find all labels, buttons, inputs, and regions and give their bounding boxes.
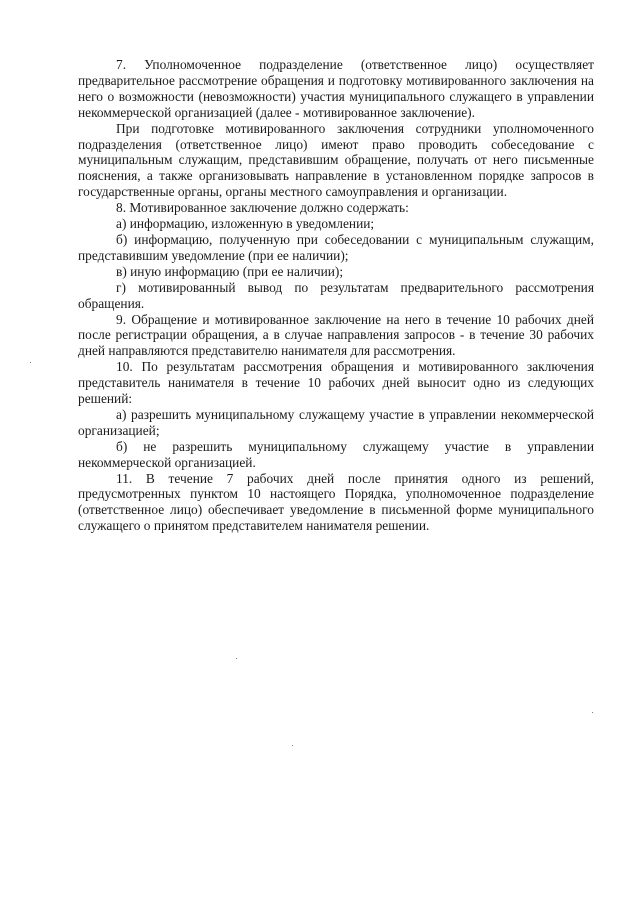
paragraph-10: 10. По результатам рассмотрения обращения и мотивированного заключения представитель нанимателя в течение 10 рабочих дней выносит одно из следующих решений: — [78, 359, 594, 407]
scan-speck — [592, 712, 593, 713]
scan-speck — [292, 745, 293, 746]
list-item-8b: б) информацию, полученную при собеседовании с муниципальным служащим, представившим уведомление (при ее наличии); — [78, 231, 594, 263]
paragraph-7-interview: При подготовке мотивированного заключения сотрудники уполномоченного подразделения (ответственное лицо) имеют право проводить собеседование с муниципальным служащим, представившим обращение, получать от него письменные пояснения, а также организовывать направление в установленном порядке запросов в государственные органы, органы местного самоуправления и организации. — [78, 120, 594, 200]
list-item-10a: а) разрешить муниципальному служащему участие в управлении некоммерческой организацией; — [78, 406, 594, 438]
list-item-8d: г) мотивированный вывод по результатам предварительного рассмотрения обращения. — [78, 279, 594, 311]
list-item-10b: б) не разрешить муниципальному служащему участие в управлении некоммерческой организацией. — [78, 438, 594, 470]
list-item-8a: а) информацию, изложенную в уведомлении; — [116, 216, 375, 232]
paragraph-7: 7. Уполномоченное подразделение (ответственное лицо) осуществляет предварительное рассмотрение обращения и подготовку мотивированного заключения на него о возможности (невозможности) участия муниципального служащего в управлении некоммерческой организацией (далее - мотивированное заключение). — [78, 57, 594, 120]
paragraph-8: 8. Мотивированное заключение должно содержать: — [116, 200, 409, 216]
scan-speck — [236, 658, 237, 659]
list-item-8c: в) иную информацию (при ее наличии); — [116, 263, 344, 279]
document-body — [78, 57, 594, 534]
scan-speck — [30, 362, 31, 363]
paragraph-11: 11. В течение 7 рабочих дней после принятия одного из решений, предусмотренных пунктом 10 настоящего Порядка, уполномоченное подразделение (ответственное лицо) обеспечивает уведомление в письменной форме муниципального служащего о принятом представителем нанимателя решении. — [78, 470, 594, 534]
paragraph-9: 9. Обращение и мотивированное заключение на него в течение 10 рабочих дней после регистрации обращения, а в случае направления запросов - в течение 30 рабочих дней направляются представителю нанимателя для рассмотрения. — [78, 311, 594, 359]
